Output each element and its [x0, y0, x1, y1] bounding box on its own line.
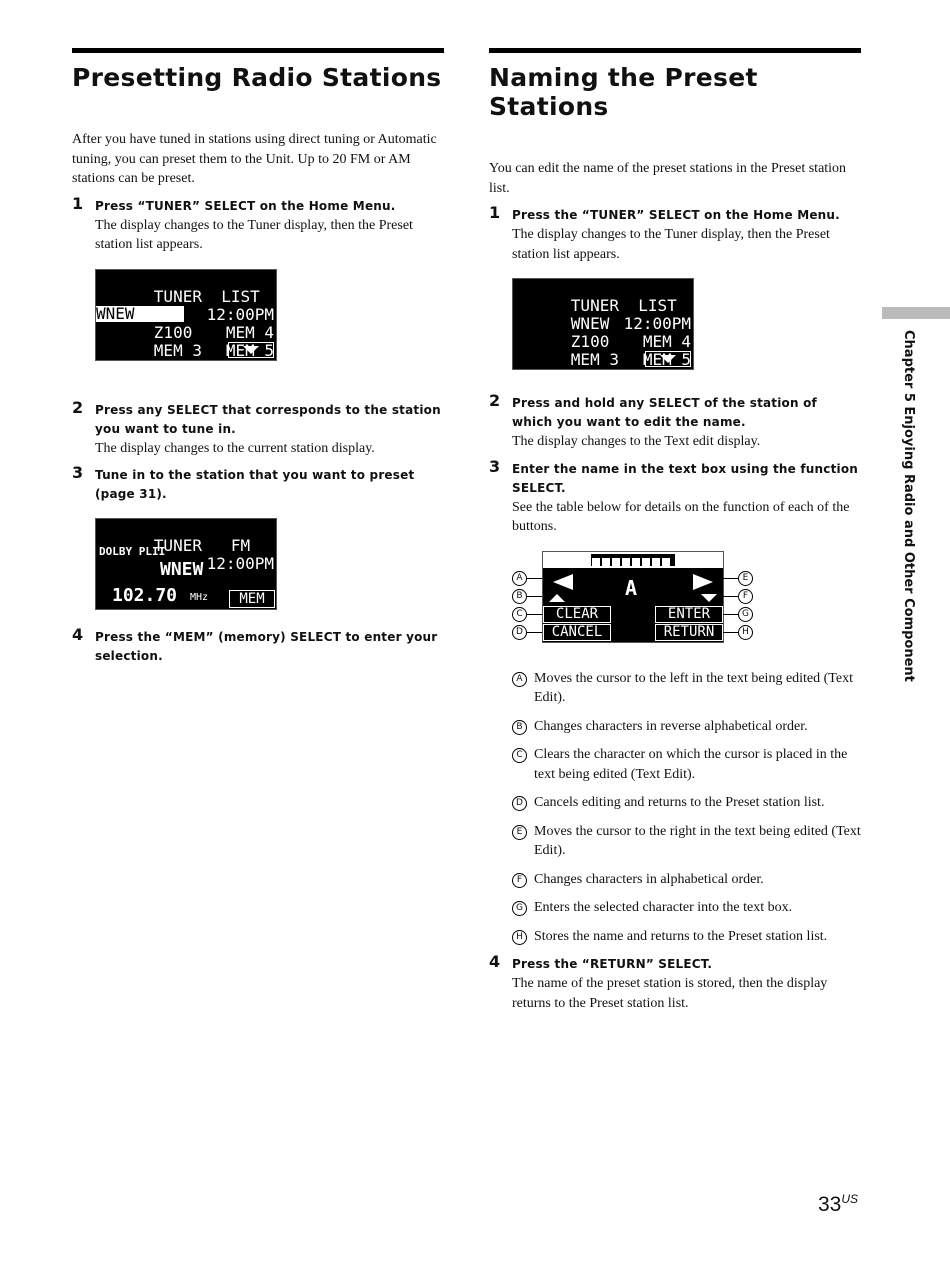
step-number: 2 [72, 397, 84, 417]
callout-line [526, 578, 542, 579]
step-body: The name of the preset station is stored, then the display returns to the Preset station list. [512, 976, 828, 1011]
legend-key: H [512, 930, 527, 945]
step-number: 2 [489, 391, 501, 410]
step [489, 203, 861, 264]
legend-text: Cancels editing and returns to the Preset station list. [534, 795, 825, 810]
section-title: Presetting Radio Stations [72, 63, 442, 92]
step [489, 391, 861, 452]
left-column [72, 48, 444, 674]
lcd-header-right: 12:00PM [623, 314, 691, 333]
lcd-row-left: MEM 3 [153, 340, 202, 360]
text-box [543, 552, 723, 568]
callout-e: E [738, 571, 753, 586]
step-heading: Tune in to the station that you want to preset (page 31). [95, 468, 415, 501]
frequency: 102.70 [112, 585, 178, 606]
step-heading: Press the “RETURN” SELECT. [512, 957, 713, 971]
tuner-list-display [95, 269, 277, 378]
text-edit-diagram [512, 551, 772, 651]
cursor-left-icon [553, 574, 573, 590]
cancel-button: CANCEL [543, 624, 611, 641]
legend-key: F [512, 873, 527, 888]
intro-text: After you have tuned in stations using direct tuning or Automatic tuning, you can preset them to the Unit. Up to 20 FM or AM stations can be preset. [72, 132, 437, 186]
callout-b: B [512, 589, 527, 604]
scroll-down-icon [225, 340, 274, 360]
step-body: The display changes to the Tuner display, then the Preset station list appears. [512, 227, 830, 262]
step-number: 1 [72, 193, 84, 213]
intro-text: You can edit the name of the preset stations in the Preset station list. [489, 161, 847, 196]
step [489, 952, 861, 1013]
legend-item [512, 898, 861, 918]
step-body: The display changes to the current station display. [95, 440, 375, 456]
legend-item [512, 822, 861, 861]
legend-text: Stores the name and returns to the Preset station list. [534, 928, 828, 944]
return-button: RETURN [655, 624, 723, 641]
callout-line [723, 614, 738, 615]
callout-g: G [738, 607, 753, 622]
callout-c: C [512, 607, 527, 622]
lcd-row-right: MEM 5 [225, 340, 274, 360]
chapter-tab-label: Chapter 5 Enjoying Radio and Other Component [901, 330, 916, 682]
legend-text: Enters the selected character into the text box. [534, 900, 793, 915]
legend-key: A [512, 672, 527, 687]
callout-h: H [738, 625, 753, 640]
legend-item [512, 669, 861, 708]
frequency-unit: MHz [190, 592, 209, 603]
page-number-value: 33 [818, 1193, 842, 1216]
char-forward-icon [701, 594, 717, 602]
enter-button: ENTER [655, 606, 723, 623]
step-body: The display changes to the Tuner display, then the Preset station list appears. [95, 217, 413, 252]
lcd-row-right: MEM 4 [225, 322, 274, 342]
selected-station: WNEW [96, 306, 184, 322]
step [72, 625, 444, 666]
cursor-right-icon [693, 574, 713, 590]
legend-text: Clears the character on which the cursor is placed in the text being edited (Text Edit). [534, 747, 848, 782]
legend-item [512, 870, 861, 890]
page-number [818, 1192, 858, 1217]
step [72, 193, 444, 255]
char-reverse-icon [549, 594, 565, 602]
mem-button: MEM [229, 590, 275, 608]
lcd-row-left: Z100 [153, 322, 193, 342]
section-rule [72, 48, 444, 53]
step-heading: Enter the name in the text box using the function SELECT. [512, 461, 859, 495]
section-rule [489, 48, 861, 53]
step [72, 397, 444, 459]
legend-key: G [512, 901, 527, 916]
scroll-down-icon [642, 350, 691, 369]
tuner-station-display [95, 518, 277, 610]
legend-item [512, 745, 861, 784]
callout-line [526, 614, 542, 615]
function-legend [512, 669, 861, 947]
lcd-row-left: MEM 3 [570, 350, 619, 369]
callout-line [526, 596, 542, 597]
step-heading: Press any SELECT that corresponds to the station you want to tune in. [95, 402, 441, 436]
legend-item [512, 717, 861, 737]
legend-key: D [512, 796, 527, 811]
tuner-list-display [512, 278, 694, 387]
clear-button: CLEAR [543, 606, 611, 623]
step-heading: Press “TUNER” SELECT on the Home Menu. [95, 198, 396, 213]
lcd-header-right: 12:00PM [206, 554, 274, 573]
legend-text: Moves the cursor to the left in the text being edited (Text Edit). [534, 670, 853, 705]
lcd-header-right: 12:00PM [206, 304, 274, 324]
right-column [489, 48, 861, 1021]
lcd-row-right: MEM 4 [642, 332, 691, 351]
step-heading: Press the “MEM” (memory) SELECT to enter your selection. [95, 630, 438, 663]
callout-line [526, 632, 542, 633]
lcd-row-right: MEM 5 [642, 350, 691, 369]
page-number-suffix: US [841, 1192, 859, 1206]
lcd-header-left: TUNER LIST [570, 296, 677, 315]
lcd-row-left: Z100 [570, 332, 610, 351]
section-title: Naming the Preset Stations [489, 63, 758, 121]
step-number: 4 [72, 625, 84, 644]
callout-line [723, 596, 738, 597]
step [72, 463, 444, 504]
legend-text: Changes characters in reverse alphabetical order. [534, 718, 808, 734]
lcd-header-left: TUNER LIST [153, 286, 260, 306]
step-body: See the table below for details on the function of each of the buttons. [512, 499, 850, 534]
step-heading: Press the “TUNER” SELECT on the Home Menu. [512, 208, 840, 222]
legend-text: Changes characters in alphabetical order. [534, 871, 764, 887]
lcd-row-right: MEM 6 [642, 368, 691, 387]
step [489, 456, 861, 537]
callout-line [723, 632, 738, 633]
legend-key: C [512, 748, 527, 763]
callout-f: F [738, 589, 753, 604]
lcd-row-right: MEM 6 [225, 358, 274, 378]
lcd-header-left: TUNER FM [153, 536, 251, 555]
legend-text: Moves the cursor to the right in the text being edited (Text Edit). [534, 823, 861, 858]
text-cells [591, 554, 675, 566]
current-letter: A [625, 575, 638, 600]
callout-d: D [512, 625, 527, 640]
step-number: 1 [489, 203, 501, 222]
legend-key: E [512, 825, 527, 840]
step-number: 4 [489, 952, 501, 971]
text-edit-display [542, 551, 724, 643]
legend-item [512, 793, 861, 813]
chapter-tab-marker [882, 307, 950, 319]
station-name: WNEW [160, 559, 204, 580]
step-number: 3 [72, 463, 84, 482]
lcd-row-left: WNEW [570, 314, 610, 333]
step-number: 3 [489, 456, 501, 476]
legend-item [512, 927, 861, 947]
step-heading: Press and hold any SELECT of the station of which you want to edit the name. [512, 396, 817, 429]
legend-key: B [512, 720, 527, 735]
callout-line [723, 578, 738, 579]
step-body: The display changes to the Text edit display. [512, 434, 761, 449]
sound-mode: DOLBY PLII [99, 545, 166, 558]
callout-a: A [512, 571, 527, 586]
